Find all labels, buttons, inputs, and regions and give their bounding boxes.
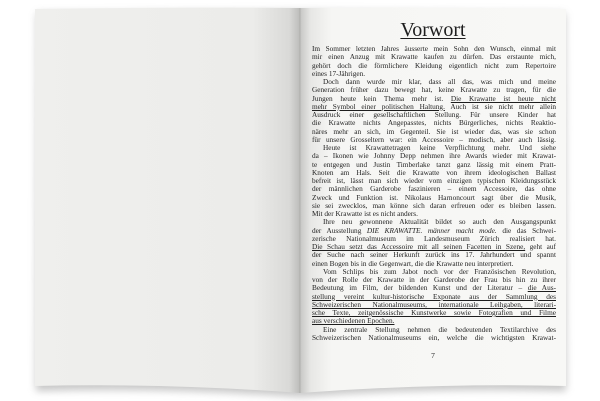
text-segment: te entgegen und Justin Timberlake tanzt ganz lässig mit einem Pratt- [312, 159, 556, 169]
text-segment: Ihre neu gewonnene Aktualität bildet so auch den Ausgangspunkt [323, 217, 556, 227]
text-segment: Vom Schlips bis zum Jabot noch vor der Französischen Revolution, [323, 266, 556, 276]
text-segment: Zweck und Funktion ist. Nikolaus Harnoncourt sagt über die Musik, [312, 192, 556, 202]
text-segment: Bedeutung im Film, der bildenden Kunst und der Literatur – [312, 283, 528, 293]
text-segment: Eine zentrale Stellung nehmen die bedeutenden Textilarchive des [323, 324, 556, 334]
text-segment: von der Rolle der Krawatte in der Garderobe der Frau bis hin zu ihrer [312, 275, 556, 284]
text-segment: Generation früher dazu bewegt hat, keine Krawatte zu tragen, für die [312, 85, 556, 95]
text-segment: sie sei zwecklos, man könne sich daran erfreuen oder es bleiben lassen. [312, 200, 556, 210]
text-segment: der Ausstellung [312, 225, 367, 235]
text-segment: Doch dann wurde mir klar, dass all das, was mich und meine [323, 77, 556, 86]
underlined-passage: mehr Symbol einer politischen Haltung. [312, 101, 445, 111]
paragraph [312, 144, 556, 218]
underlined-passage: die Aus- [527, 283, 556, 293]
paragraph [312, 218, 556, 268]
text-segment: für unsere Grosseltern war: ein Accessoire – modisch, aber auch lässig. [312, 134, 556, 144]
body-text [312, 45, 556, 342]
text-segment: geht auf [525, 242, 556, 251]
text-segment: Knoten am Hals. Seit die Krawatte von ihrem ideologischen Ballast [312, 167, 556, 177]
text-segment: Schweizerischen Nationalmuseums ein, welche die wichtigsten Krawat- [312, 332, 556, 342]
left-page [35, 8, 300, 393]
text-segment: da – Ikonen wie Johnny Depp nehmen ihre Awards wieder mit Krawat- [312, 151, 556, 161]
text-segment: die Krawatte nichts Angepasstes, nichts Bürgerliches, nichts Reaktio- [312, 118, 556, 128]
text-segment: Jungen heute kein Thema mehr ist. [312, 93, 451, 103]
text-segment: befreit ist, lässt man sich wieder vom einzigen typischen Kleidungsstück [312, 176, 556, 185]
text-segment: Ausdruck einer gesellschaftlichen Stellung. Für unsere Kinder hat [312, 110, 556, 119]
text-line [312, 334, 556, 342]
text-segment: Auch ist sie nicht mehr allein [444, 101, 556, 111]
text-segment: der männlichen Garderobe faszinieren – einem Accessoire, das ohne [312, 184, 556, 194]
page-title [300, 18, 566, 42]
page-title-text: Vorwort [400, 19, 466, 41]
text-segment: Mit der Krawatte ist es nicht anders. [312, 209, 418, 218]
underlined-passage: stellung vereint kultur-historische Exponate aus der Sammlung des [312, 291, 556, 301]
underlined-passage: aus verschiedenen Epochen. [312, 316, 395, 326]
text-segment: die das Schwei- [496, 225, 556, 235]
paragraph [312, 326, 556, 343]
underlined-passage: Schweizerischen Nationalmuseums, internationale Leihgaben, literari- [312, 299, 556, 309]
paragraph [312, 45, 556, 78]
text-segment: zerische Nationalmuseum im Landesmuseum Zürich realisiert hat. [312, 233, 556, 243]
text-segment: mir einen Anzug mit Krawatte kaufen zu dürfen. Das erstaunte mich, [312, 52, 556, 62]
paragraph [312, 268, 556, 326]
text-segment: einen Bogen bis in die Gegenwart, die die Krawatte neu interpretiert. [312, 258, 514, 268]
text-segment: Im Sommer letzten Jahres äusserte mein Sohn den Wunsch, einmal mit [312, 44, 556, 53]
underlined-passage: Die Krawatte ist heute nicht [450, 93, 556, 103]
exhibition-title: DIE KRAWATTE. männer macht mode. [366, 225, 497, 235]
text-segment: Heute ist Krawattetragen keine Verpflichtung mehr. Und siehe [323, 143, 556, 152]
text-segment: näres mehr an sich, im Gegenteil. Sie ist wieder das, was sie schon [312, 126, 556, 136]
underlined-passage: sche Texte, zeitgenössische Kunstwerke sowie Fotografien und Filme [312, 308, 556, 317]
text-segment: gehört doch die förmlichere Kleidung eigentlich nicht zum Repertoire [312, 60, 556, 70]
underlined-passage: Die Schau setzt das Accessoire mit all seinen Facetten in Szene, [312, 242, 526, 251]
text-segment: der Suche nach seiner Herkunft zurück ins 17. Jahrhundert und spannt [312, 250, 556, 260]
text-segment: eines 17-Jährigen. [312, 68, 366, 78]
paragraph [312, 78, 556, 144]
page-number: 7 [431, 351, 435, 360]
